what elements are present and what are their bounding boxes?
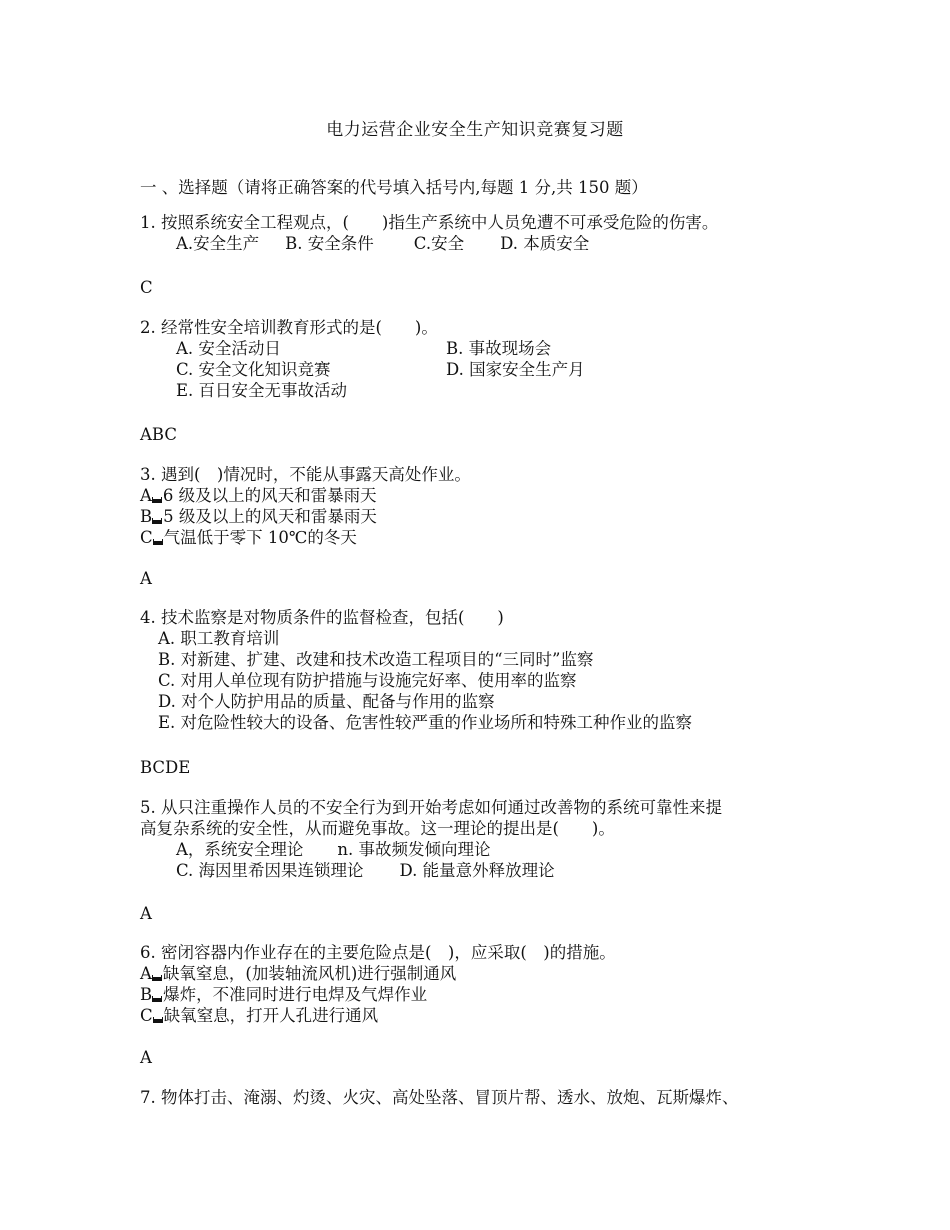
- option-row: [140, 380, 840, 401]
- option-d: D. 对个人防护用品的质量、配备与作用的监察: [158, 692, 495, 711]
- question-2: [140, 317, 840, 401]
- answer-2: ABC: [140, 425, 177, 444]
- answer-6: A: [140, 1048, 152, 1067]
- option-d: D. 国家安全生产月: [446, 360, 585, 379]
- answer-3: A: [140, 569, 152, 588]
- option-e: E. 对危险性较大的设备、危害性较严重的作业场所和特殊工种作业的监察: [158, 713, 693, 732]
- option-a: A. 安全活动日: [176, 339, 281, 358]
- option-letter: A: [140, 964, 152, 983]
- answer-4: BCDE: [140, 758, 191, 777]
- option-d: D. 本质安全: [500, 234, 590, 253]
- option-letter: B: [140, 507, 153, 526]
- option-letter: C: [140, 528, 153, 547]
- option-row: [140, 233, 840, 254]
- option-e: E. 百日安全无事故活动: [176, 381, 348, 400]
- option-row: [140, 984, 840, 1005]
- option-letter: C: [140, 1006, 153, 1025]
- option-c: C. 安全文化知识竞赛: [176, 360, 331, 379]
- blank-mark-icon: [153, 539, 163, 545]
- option-b: B. 对新建、扩建、改建和技术改造工程项目的“三同时”监察: [158, 650, 594, 669]
- section-heading: 一 、选择题（请将正确答案的代号填入括号内,每题 1 分,共 150 题）: [140, 178, 648, 197]
- option-d: D. 能量意外释放理论: [399, 861, 555, 880]
- option-text: 缺氧窒息，打开人孔进行通风: [163, 1006, 379, 1025]
- option-row: [140, 963, 840, 984]
- answer-1: C: [140, 278, 153, 297]
- option-b: n. 事故频发倾向理论: [337, 840, 491, 859]
- question-stem: 1. 按照系统安全工程观点，( )指生产系统中人员免遭不可承受危险的伤害。: [140, 213, 719, 232]
- option-text: 缺氧窒息，(加装轴流风机)进行强制通风: [162, 964, 457, 983]
- question-1: [140, 212, 840, 254]
- question-stem: 3. 遇到( )情况时，不能从事露天高处作业。: [140, 465, 471, 484]
- option-text: 气温低于零下 10℃的冬天: [163, 528, 357, 547]
- question-3: [140, 464, 840, 548]
- option-row: [140, 839, 840, 860]
- question-stem: 5. 从只注重操作人员的不安全行为到开始考虑如何通过改善物的系统可靠性来提: [140, 798, 722, 817]
- option-letter: B: [140, 985, 153, 1004]
- question-7: [140, 1087, 840, 1108]
- option-row: [140, 1005, 840, 1026]
- option-row: [140, 338, 840, 359]
- question-stem: 2. 经常性安全培训教育形式的是( )。: [140, 318, 438, 337]
- question-stem-cont: 高复杂系统的安全性，从而避免事故。这一理论的提出是( )。: [140, 819, 615, 838]
- question-4: [140, 607, 840, 733]
- document-title: 电力运营企业安全生产知识竞赛复习题: [326, 120, 624, 140]
- option-text: 6 级及以上的风天和雷暴雨天: [162, 486, 377, 505]
- blank-mark-icon: [152, 996, 162, 1002]
- blank-mark-icon: [152, 497, 162, 503]
- option-row: [140, 485, 840, 506]
- answer-5: A: [140, 904, 152, 923]
- question-stem: 4. 技术监察是对物质条件的监督检查，包括( ): [140, 608, 504, 627]
- option-c: C. 海因里希因果连锁理论: [176, 861, 364, 880]
- blank-mark-icon: [152, 975, 162, 981]
- question-6: [140, 942, 840, 1026]
- option-text: 爆炸，不准同时进行电焊及气焊作业: [163, 985, 428, 1004]
- option-text: 5 级及以上的风天和雷暴雨天: [163, 507, 377, 526]
- option-row: [140, 359, 840, 380]
- question-stem: 6. 密闭容器内作业存在的主要危险点是( )，应采取( )的措施。: [140, 943, 616, 962]
- option-row: [140, 506, 840, 527]
- option-b: B. 安全条件: [285, 234, 374, 253]
- option-c: C.安全: [413, 234, 465, 253]
- option-letter: A: [140, 486, 152, 505]
- option-a: A. 职工教育培训: [158, 629, 280, 648]
- question-stem: 7. 物体打击、淹溺、灼烫、火灾、高处坠落、冒顶片帮、透水、放炮、瓦斯爆炸、: [140, 1088, 739, 1107]
- option-a: A，系统安全理论: [176, 840, 304, 859]
- question-5: [140, 797, 840, 881]
- option-b: B. 事故现场会: [446, 339, 552, 358]
- option-row: [140, 527, 840, 548]
- blank-mark-icon: [152, 518, 162, 524]
- option-c: C. 对用人单位现有防护措施与设施完好率、使用率的监察: [158, 671, 577, 690]
- option-row: [140, 860, 840, 881]
- blank-mark-icon: [153, 1017, 163, 1023]
- option-a: A.安全生产: [176, 234, 260, 253]
